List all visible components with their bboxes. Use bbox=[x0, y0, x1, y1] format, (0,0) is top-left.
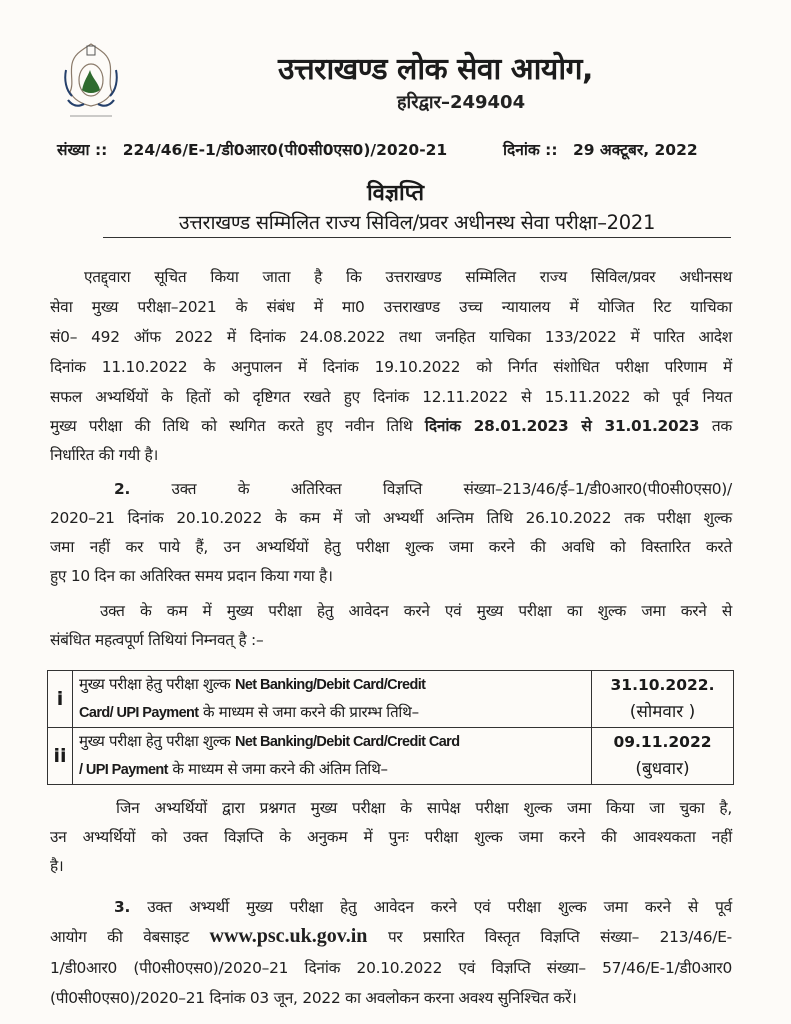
row-serial: i bbox=[48, 671, 73, 728]
para1-line: निर्धारित की गयी है। bbox=[50, 446, 159, 464]
para3-number: 3. bbox=[114, 898, 131, 916]
para2-line: 2020–21 दिनांक 20.10.2022 के कम में जो अभ्यर्थी अन्तिम तिथि 26.10.2022 तक परीक्षा शुल्क bbox=[50, 509, 732, 527]
table-row bbox=[48, 728, 734, 785]
para2-number: 2. bbox=[114, 480, 131, 498]
reference-date-label: दिनांक :: bbox=[503, 141, 558, 159]
paid-note-line: है। bbox=[50, 857, 64, 875]
para3-line: 1/डी0आर0 (पी0सी0एस0)/2020–21 दिनांक 20.10.2022 एवं विज्ञप्ति संख्या– 57/46/E-1/डी0आर0 bbox=[50, 959, 732, 977]
commission-website-link[interactable]: www.psc.uk.gov.in bbox=[209, 925, 368, 947]
new-exam-dates: दिनांक 28.01.2023 से 31.01.2023 bbox=[424, 417, 700, 435]
para1-line: दिनांक 11.10.2022 के अनुपालन में दिनांक 19.10.2022 को निर्गत संशोधित परीक्षा परिणाम में bbox=[50, 358, 732, 376]
para1-line: सफल अभ्यर्थियों के हितों को दृष्टिगत रखते हुए दिनांक 12.11.2022 से 15.11.2022 को पूर्व नियत bbox=[50, 388, 732, 406]
para2-line: जमा नहीं कर पाये हैं, उन अभ्यर्थियों हेतु परीक्षा शुल्क जमा करने की अवधि को विस्तारित करते bbox=[50, 538, 732, 556]
weekday: (बुधवार) bbox=[635, 759, 690, 779]
notice-subject: उत्तराखण्ड सम्मिलित राज्य सिविल/प्रवर अधीनस्थ सेवा परीक्षा–2021 bbox=[103, 208, 731, 238]
commission-name: उत्तराखण्ड लोक सेवा आयोग, bbox=[278, 52, 593, 87]
paid-note-line: उन अभ्यर्थियों को उक्त विज्ञप्ति के अनुकम में पुनः परीक्षा शुल्क जमा करने की आवश्यकता नहीं bbox=[50, 828, 732, 846]
reference-date bbox=[503, 138, 698, 160]
desc-text: के माध्यम से जमा करने की अंतिम तिथि– bbox=[172, 760, 388, 778]
para2-line1-text: उक्त के अतिरिक्त विज्ञप्ति संख्या–213/46/ई–1/डी0आर0(पी0सी0एस0)/ bbox=[171, 480, 732, 498]
payment-methods: Net Banking/Debit Card/Credit Card bbox=[234, 734, 460, 750]
para3-line1-text: उक्त अभ्यर्थी मुख्य परीक्षा हेतु आवेदन करने एवं परीक्षा शुल्क जमा करने से पूर्व bbox=[147, 898, 732, 916]
para2-line: हुए 10 दिन का अतिरिक्त समय प्रदान किया गया है। bbox=[50, 567, 333, 585]
dates-intro-line: उक्त के कम में मुख्य परीक्षा हेतु आवेदन करने एवं मुख्य परीक्षा का शुल्क जमा करने से bbox=[100, 602, 732, 620]
desc-text: मुख्य परीक्षा हेतु परीक्षा शुल्क bbox=[79, 675, 231, 693]
row-date bbox=[592, 728, 734, 785]
date-value: 09.11.2022 bbox=[613, 733, 712, 751]
payment-methods: / UPI Payment bbox=[79, 762, 168, 778]
para3-line2-pre: आयोग की वेबसाइट bbox=[50, 928, 189, 946]
reference-number bbox=[57, 138, 447, 160]
para3-line: (पी0सी0एस0)/2020–21 दिनांक 03 जून, 2022 का अवलोकन करना अवश्य सुनिश्चित करें। bbox=[50, 989, 577, 1007]
reference-number-label: संख्या :: bbox=[57, 141, 108, 159]
desc-text: मुख्य परीक्षा हेतु परीक्षा शुल्क bbox=[79, 732, 231, 750]
notice-title: विज्ञप्ति bbox=[366, 181, 425, 206]
date-value: 31.10.2022. bbox=[610, 676, 715, 694]
para1-line: एतद्द्वारा सूचित किया जाता है कि उत्तराखण्ड सम्मिलित राज्य सिविल/प्रवर अधीनसथ bbox=[84, 268, 732, 286]
para1-line: सेवा मुख्य परीक्षा–2021 के संबंध में मा0 उत्तराखण्ड उच्च न्यायालय में योजित रिट याचिका bbox=[50, 298, 732, 316]
commission-address: हरिद्वार–249404 bbox=[397, 92, 526, 113]
table-row bbox=[48, 671, 734, 728]
row-serial: ii bbox=[48, 728, 73, 785]
paid-note-line: जिन अभ्यर्थियों द्वारा प्रश्नगत मुख्य परीक्षा के सापेक्ष परीक्षा शुल्क जमा किया जा चुका है, bbox=[116, 799, 732, 817]
para1-line bbox=[50, 415, 732, 436]
para3-line bbox=[50, 896, 732, 917]
row-description bbox=[73, 671, 592, 728]
para3-line2-post: पर प्रसारित विस्तृत विज्ञप्ति संख्या– 213/46/E- bbox=[387, 928, 732, 946]
payment-methods: Card/ UPI Payment bbox=[79, 705, 199, 721]
row-description bbox=[73, 728, 592, 785]
para1-line: सं0– 492 ऑफ 2022 में दिनांक 24.08.2022 तथा जनहित याचिका 133/2022 में पारित आदेश bbox=[50, 328, 732, 346]
commission-emblem-logo bbox=[60, 40, 122, 120]
para1-line6-text: मुख्य परीक्षा की तिथि को स्थगित करते हुए नवीन तिथि bbox=[50, 417, 413, 435]
para1-line6-end: तक bbox=[711, 417, 732, 435]
reference-number-value: 224/46/E-1/डी0आर0(पी0सी0एस0)/2020-21 bbox=[122, 141, 448, 159]
para3-line bbox=[50, 925, 732, 948]
para2-line bbox=[50, 478, 732, 499]
payment-methods: Net Banking/Debit Card/Credit bbox=[234, 677, 426, 693]
emblem-icon bbox=[60, 40, 122, 120]
weekday: (सोमवार ) bbox=[629, 702, 696, 722]
important-dates-table bbox=[47, 670, 734, 785]
row-date bbox=[592, 671, 734, 728]
dates-intro-line: संबंधित महत्वपूर्ण तिथियां निम्नवत् है :– bbox=[50, 631, 264, 649]
desc-text: के माध्यम से जमा करने की प्रारम्भ तिथि– bbox=[203, 703, 419, 721]
reference-date-value: 29 अक्टूबर, 2022 bbox=[572, 141, 698, 159]
